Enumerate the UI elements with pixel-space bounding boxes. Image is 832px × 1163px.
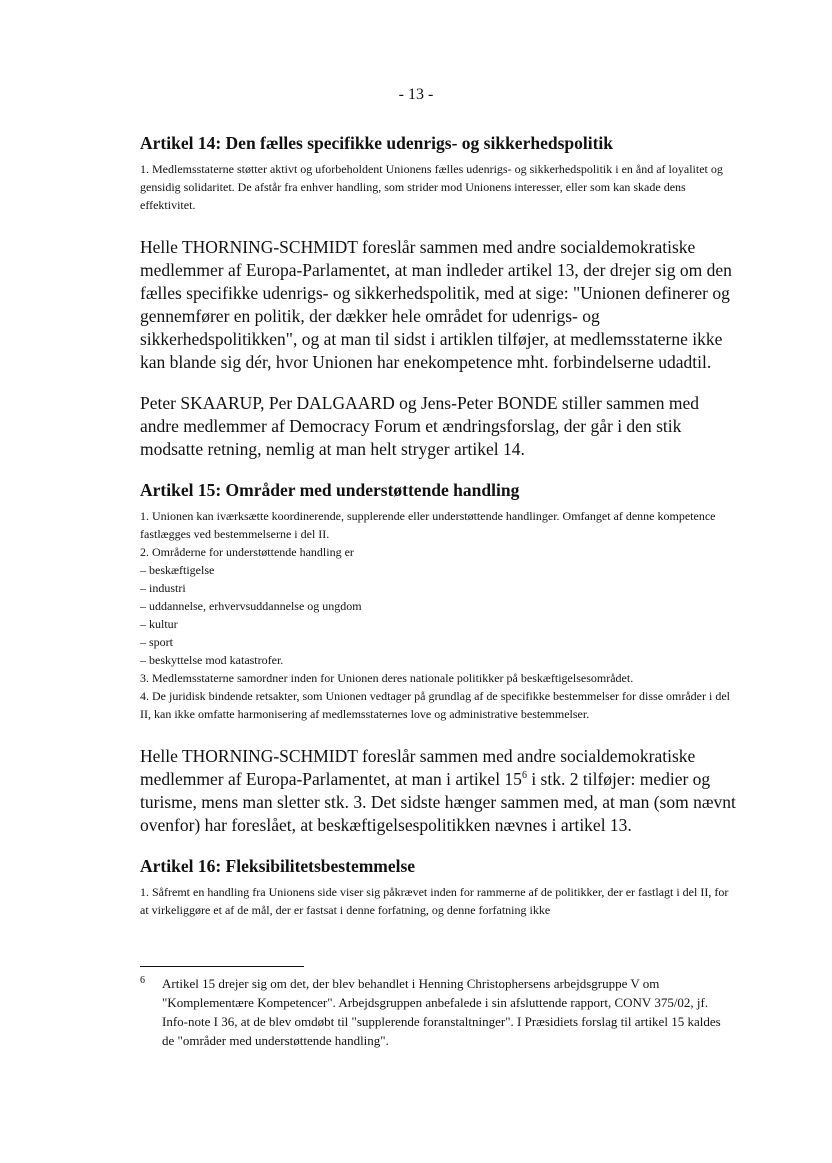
footnote-reference[interactable]: 6: [521, 770, 527, 782]
paragraph-skaarup: Peter SKAARUP, Per DALGAARD og Jens-Peter BONDE stiller sammen med andre medlemmer af Democracy Forum et ændringsforslag, der går i den stik modsatte retning, nemlig at man helt stryger artikel 14.: [140, 393, 699, 459]
article-14-text: 1. Medlemsstaterne støtter aktivt og uforbeholdent Unionens fælles udenrigs- og sikkerhedspolitik i en ånd af loyalitet og gensidig solidaritet. De afstår fra enhver handling, som strider mod Unionens interesser, eller som kan skade dens effektivitet.: [140, 162, 723, 212]
list-item: – uddannelse, erhvervsuddannelse og ungdom: [140, 599, 362, 613]
paragraph-part-1: Helle THORNING-SCHMIDT foreslår sammen med andre socialdemokratiske medlemmer af Europa-Parlamentet, at man i artikel 15: [140, 746, 696, 789]
list-item: – beskyttelse mod katastrofer.: [140, 653, 284, 667]
article-14-heading: Artikel 14: Den fælles specifikke udenrigs- og sikkerhedspolitik: [140, 133, 614, 153]
article-15-text-4: 4. De juridisk bindende retsakter, som Unionen vedtager på grundlag af de specifikke bestemmelser for disse områder i del II, kan ikke omfatte harmonisering af medlemsstaternes love og administrative bestemmelser.: [140, 689, 730, 721]
article-15-text-1: 1. Unionen kan iværksætte koordinerende, supplerende eller understøttende handlinger. Omfanget af denne kompetence fastlægges ved bestemmelserne i del II.: [140, 509, 716, 541]
footnote-divider: [140, 966, 304, 967]
article-15-text-2: 2. Områderne for understøttende handling er: [140, 545, 354, 559]
list-item: – sport: [140, 635, 173, 649]
article-15-list: [140, 561, 736, 669]
paragraph-thorning-2: [140, 745, 736, 837]
paragraph-part-2: i stk. 2 tilføjer: medier og turisme, mens man sletter stk. 3. Det sidste hænger sammen med, at man (som nævnt ovenfor) har foreslået, at beskæftigelsespolitikken nævnes i artikel 13.: [140, 769, 736, 835]
article-15-heading: Artikel 15: Områder med understøttende handling: [140, 480, 520, 500]
list-item: – beskæftigelse: [140, 563, 215, 577]
list-item: – kultur: [140, 617, 178, 631]
list-item: – industri: [140, 581, 186, 595]
article-16-heading: Artikel 16: Fleksibilitetsbestemmelse: [140, 856, 416, 876]
document-body: [140, 132, 736, 919]
article-15-text-3: 3. Medlemsstaterne samordner inden for Unionen deres nationale politikker på beskæftigelsesområdet.: [140, 671, 634, 685]
footnote-text: Artikel 15 drejer sig om det, der blev behandlet i Henning Christophersens arbejdsgruppe V om "Komplementære Kompetencer". Arbejdsgruppen anbefalede i sin afsluttende rapport, CONV 375/02, jf. Info-note I 36, at de blev omdøbt til "supplerende foranstaltninger". I Præsidiets forslag til artikel 15 kaldes de "områder med understøttende handling".: [162, 976, 721, 1048]
footnote-mark: 6: [140, 975, 145, 986]
page-number: - 13 -: [398, 86, 434, 103]
article-16-text: 1. Såfremt en handling fra Unionens side viser sig påkrævet inden for rammerne af de politikker, der er fastlagt i del II, for at virkeliggøre et af de mål, der er fastsat i denne forfatning, og denne forfatning ikke: [140, 885, 729, 917]
footnote: [140, 974, 736, 1050]
paragraph-thorning-1: Helle THORNING-SCHMIDT foreslår sammen med andre socialdemokratiske medlemmer af Europa-Parlamentet, at man indleder artikel 13, der drejer sig om den fælles specifikke udenrigs- og sikkerhedspolitik, med at sige: "Unionen definerer og gennemfører en politik, der dækker hele området for udenrigs- og sikkerhedspolitikken", og at man til sidst i artiklen tilføjer, at medlemsstaterne ikke kan blande sig dér, hvor Unionen har enekompetence mht. forbindelserne udadtil.: [140, 237, 732, 372]
